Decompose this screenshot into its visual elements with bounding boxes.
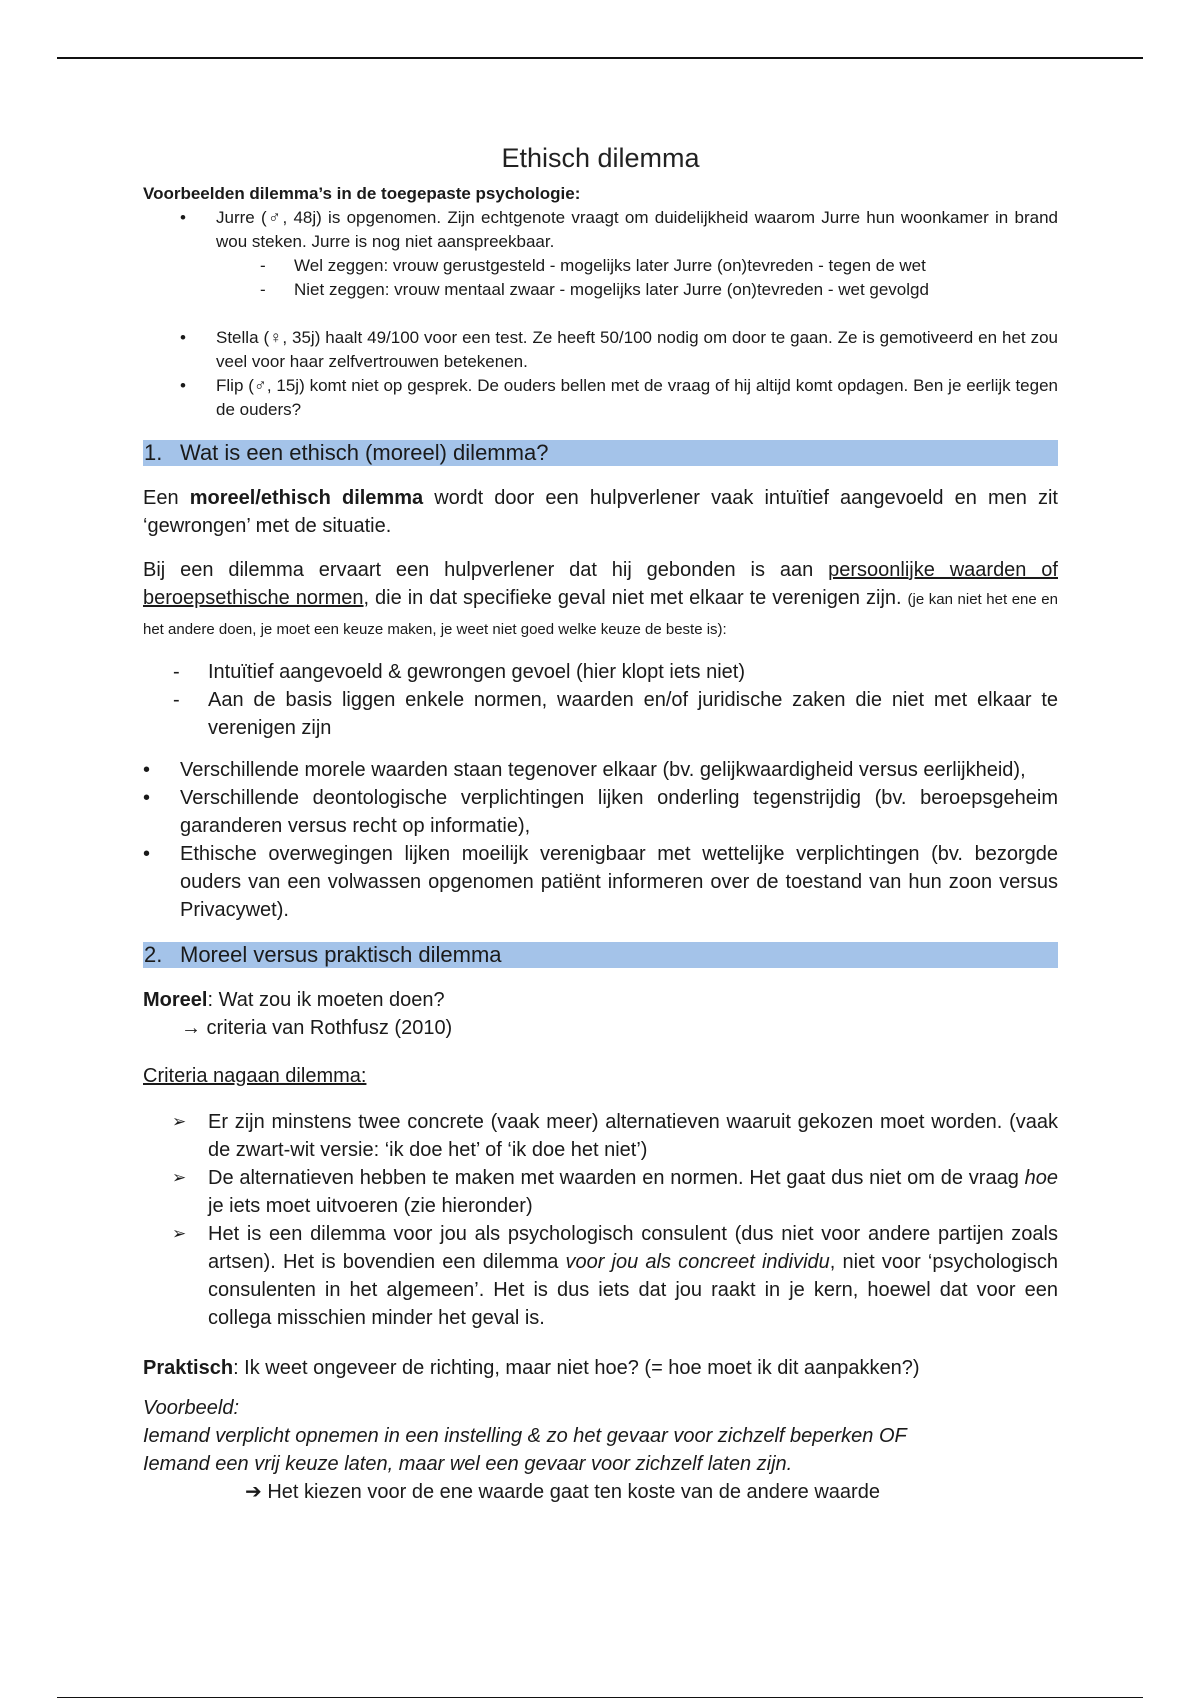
section-1-paragraph-2: Bij een dilemma ervaart een hulpverlener dat hij gebonden is aan persoonlijke waarden of beroepsethische normen, die in dat specifieke geval niet met elkaar te verenigen zijn. (je kan niet het ene en het andere doen, je moet een keuze maken, je weet niet goed welke keuze de beste is): xyxy=(143,559,1058,638)
footer-rule xyxy=(57,1697,1143,1698)
example-stella: • Stella (♀, 35j) haalt 49/100 voor een test. Ze heeft 50/100 nodig om door te gaan. Ze is gemotiveerd en het zou veel voor haar zelfvertrouwen betekenen. xyxy=(143,326,1058,374)
bullet-item: • Verschillende deontologische verplichtingen lijken onderling tegenstrijdig (bv. beroepsgeheim garanderen versus recht op informatie), xyxy=(143,784,1058,840)
jurre-options xyxy=(143,254,1058,302)
criteria-list xyxy=(143,1108,1058,1332)
bullet-item: • Verschillende morele waarden staan tegenover elkaar (bv. gelijkwaardigheid versus eerlijkheid), xyxy=(143,756,1058,784)
example-list-2 xyxy=(143,326,1058,422)
voorbeeld-line-2: Iemand een vrij keuze laten, maar wel een gevaar voor zichzelf laten zijn. xyxy=(143,1453,793,1475)
dash-item: - Intuïtief aangevoeld & gewrongen gevoel (hier klopt iets niet) xyxy=(143,658,1058,686)
moreel-arrow: → criteria van Rothfusz (2010) xyxy=(181,1017,453,1039)
praktisch-line: Praktisch: Ik weet ongeveer de richting, maar niet hoe? (= hoe moet ik dit aanpakken?) xyxy=(143,1357,920,1379)
voorbeeld-label: Voorbeeld: xyxy=(143,1397,239,1419)
section-2-heading: 2. Moreel versus praktisch dilemma xyxy=(143,942,1058,968)
section-1-paragraph-1: Een moreel/ethisch dilemma wordt door een hulpverlener vaak intuïtief aangevoeld en men zit ‘gewrongen’ met de situatie. xyxy=(143,487,1058,537)
voorbeeld-line-1: Iemand verplicht opnemen in een instelling & zo het gevaar voor zichzelf beperken OF xyxy=(143,1425,907,1447)
jurre-option-wel: - Wel zeggen: vrouw gerustgesteld - mogelijks later Jurre (on)tevreden - tegen de wet xyxy=(143,254,1058,278)
criterion-item: ➢ Er zijn minstens twee concrete (vaak meer) alternatieven waaruit gekozen moet worden. (vaak de zwart-wit versie: ‘ik doe het’ of ‘ik doe het niet’) xyxy=(143,1108,1058,1164)
example-jurre: • Jurre (♂, 48j) is opgenomen. Zijn echtgenote vraagt om duidelijkheid waarom Jurre hun woonkamer in brand wou steken. Jurre is nog niet aanspreekbaar. xyxy=(143,206,1058,254)
header-rule xyxy=(57,57,1143,59)
example-flip: • Flip (♂, 15j) komt niet op gesprek. De ouders bellen met de vraag of hij altijd komt opdagen. Ben je eerlijk tegen de ouders? xyxy=(143,374,1058,422)
moreel-line: Moreel: Wat zou ik moeten doen? xyxy=(143,989,445,1011)
conclusion-arrow: ➔ Het kiezen voor de ene waarde gaat ten koste van de andere waarde xyxy=(245,1481,880,1503)
section-1-dash-list xyxy=(143,658,1058,742)
voorbeeld-block xyxy=(143,1394,1058,1478)
intro-heading: Voorbeelden dilemma’s in de toegepaste psychologie: xyxy=(143,184,581,203)
criteria-heading: Criteria nagaan dilemma: xyxy=(143,1065,367,1087)
section-1-heading: 1. Wat is een ethisch (moreel) dilemma? xyxy=(143,440,1058,466)
dash-item: - Aan de basis liggen enkele normen, waarden en/of juridische zaken die niet met elkaar te verenigen zijn xyxy=(143,686,1058,742)
criterion-item: ➢ De alternatieven hebben te maken met waarden en normen. Het gaat dus niet om de vraag hoe je iets moet uitvoeren (zie hieronder) xyxy=(143,1164,1058,1220)
document-body xyxy=(143,143,1058,1506)
bullet-item: • Ethische overwegingen lijken moeilijk verenigbaar met wettelijke verplichtingen (bv. bezorgde ouders van een volwassen opgenomen patiënt informeren over de toestand van hun zoon versus Privacywet). xyxy=(143,840,1058,924)
example-list xyxy=(143,206,1058,254)
jurre-option-niet: - Niet zeggen: vrouw mentaal zwaar - mogelijks later Jurre (on)tevreden - wet gevolgd xyxy=(143,278,1058,302)
criterion-item: ➢ Het is een dilemma voor jou als psychologisch consulent (dus niet voor andere partijen zoals artsen). Het is bovendien een dilemma voor jou als concreet individu, niet voor ‘psychologisch consulenten in het algemeen’. Het is dus iets dat jou raakt in je kern, hoewel dat voor een collega misschien minder het geval is. xyxy=(143,1220,1058,1332)
page-title: Ethisch dilemma xyxy=(501,143,700,173)
section-1-bullet-list xyxy=(143,756,1058,924)
